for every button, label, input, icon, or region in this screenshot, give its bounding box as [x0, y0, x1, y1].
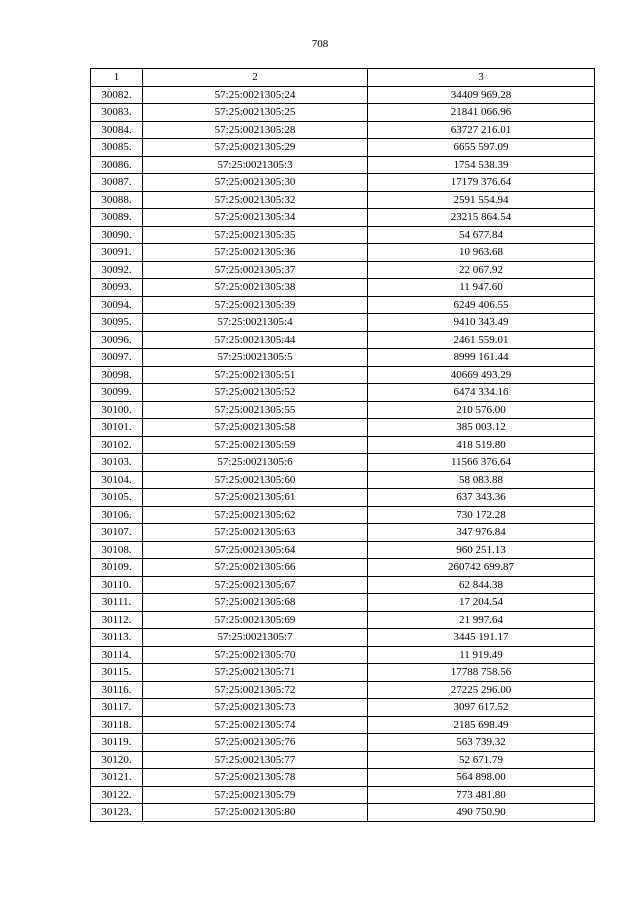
value-cell: 730 172.28 [368, 506, 595, 524]
cadastral-number-cell: 57:25:0021305:63 [143, 524, 368, 542]
row-number-cell: 30082. [91, 86, 143, 104]
value-cell: 385 003.12 [368, 419, 595, 437]
value-cell: 17179 376.64 [368, 174, 595, 192]
cadastral-number-cell: 57:25:0021305:78 [143, 769, 368, 787]
row-number-cell: 30123. [91, 804, 143, 822]
table-row [91, 471, 595, 489]
row-number-cell: 30089. [91, 209, 143, 227]
row-number-cell: 30096. [91, 331, 143, 349]
table-row [91, 559, 595, 577]
cadastral-number-cell: 57:25:0021305:30 [143, 174, 368, 192]
registry-table [90, 68, 595, 822]
row-number-cell: 30113. [91, 629, 143, 647]
row-number-cell: 30097. [91, 349, 143, 367]
row-number-cell: 30091. [91, 244, 143, 262]
value-cell: 2461 559.01 [368, 331, 595, 349]
table-row [91, 751, 595, 769]
row-number-cell: 30086. [91, 156, 143, 174]
row-number-cell: 30099. [91, 384, 143, 402]
value-cell: 6249 406.55 [368, 296, 595, 314]
cadastral-number-cell: 57:25:0021305:28 [143, 121, 368, 139]
cadastral-number-cell: 57:25:0021305:36 [143, 244, 368, 262]
row-number-cell: 30122. [91, 786, 143, 804]
table-row [91, 401, 595, 419]
cadastral-number-cell: 57:25:0021305:24 [143, 86, 368, 104]
value-cell: 34409 969.28 [368, 86, 595, 104]
cadastral-number-cell: 57:25:0021305:4 [143, 314, 368, 332]
value-cell: 21 997.64 [368, 611, 595, 629]
table-row [91, 786, 595, 804]
value-cell: 3097 617.52 [368, 699, 595, 717]
cadastral-number-cell: 57:25:0021305:38 [143, 279, 368, 297]
table-row [91, 384, 595, 402]
row-number-cell: 30115. [91, 664, 143, 682]
table-row [91, 139, 595, 157]
row-number-cell: 30092. [91, 261, 143, 279]
row-number-cell: 30114. [91, 646, 143, 664]
row-number-cell: 30098. [91, 366, 143, 384]
row-number-cell: 30095. [91, 314, 143, 332]
value-cell: 21841 066.96 [368, 104, 595, 122]
table-row [91, 156, 595, 174]
value-cell: 6474 334.16 [368, 384, 595, 402]
cadastral-number-cell: 57:25:0021305:7 [143, 629, 368, 647]
row-number-cell: 30120. [91, 751, 143, 769]
cadastral-number-cell: 57:25:0021305:71 [143, 664, 368, 682]
value-cell: 11566 376.64 [368, 454, 595, 472]
row-number-cell: 30112. [91, 611, 143, 629]
cadastral-number-cell: 57:25:0021305:29 [143, 139, 368, 157]
table-row [91, 121, 595, 139]
value-cell: 347 976.84 [368, 524, 595, 542]
cadastral-number-cell: 57:25:0021305:62 [143, 506, 368, 524]
table-row [91, 594, 595, 612]
value-cell: 9410 343.49 [368, 314, 595, 332]
table-row [91, 664, 595, 682]
value-cell: 17 204.54 [368, 594, 595, 612]
value-cell: 54 677.84 [368, 226, 595, 244]
table-row [91, 261, 595, 279]
value-cell: 1754 538.39 [368, 156, 595, 174]
table-row [91, 489, 595, 507]
table-row [91, 454, 595, 472]
table-row [91, 769, 595, 787]
cadastral-number-cell: 57:25:0021305:44 [143, 331, 368, 349]
row-number-cell: 30104. [91, 471, 143, 489]
cadastral-number-cell: 57:25:0021305:66 [143, 559, 368, 577]
value-cell: 63727 216.01 [368, 121, 595, 139]
cadastral-number-cell: 57:25:0021305:58 [143, 419, 368, 437]
table-row [91, 226, 595, 244]
cadastral-number-cell: 57:25:0021305:25 [143, 104, 368, 122]
row-number-cell: 30103. [91, 454, 143, 472]
table-row [91, 524, 595, 542]
row-number-cell: 30101. [91, 419, 143, 437]
value-cell: 22 067.92 [368, 261, 595, 279]
value-cell: 27225 296.00 [368, 681, 595, 699]
value-cell: 52 671.79 [368, 751, 595, 769]
cadastral-number-cell: 57:25:0021305:80 [143, 804, 368, 822]
value-cell: 260742 699.87 [368, 559, 595, 577]
cadastral-number-cell: 57:25:0021305:68 [143, 594, 368, 612]
value-cell: 773 481.80 [368, 786, 595, 804]
cadastral-number-cell: 57:25:0021305:69 [143, 611, 368, 629]
cadastral-number-cell: 57:25:0021305:76 [143, 734, 368, 752]
row-number-cell: 30094. [91, 296, 143, 314]
column-header-2: 2 [143, 69, 368, 87]
value-cell: 490 750.90 [368, 804, 595, 822]
cadastral-number-cell: 57:25:0021305:34 [143, 209, 368, 227]
value-cell: 563 739.32 [368, 734, 595, 752]
value-cell: 58 083.88 [368, 471, 595, 489]
row-number-cell: 30116. [91, 681, 143, 699]
cadastral-number-cell: 57:25:0021305:59 [143, 436, 368, 454]
value-cell: 960 251.13 [368, 541, 595, 559]
row-number-cell: 30090. [91, 226, 143, 244]
cadastral-number-cell: 57:25:0021305:61 [143, 489, 368, 507]
table-row [91, 541, 595, 559]
value-cell: 17788 758.56 [368, 664, 595, 682]
cadastral-number-cell: 57:25:0021305:55 [143, 401, 368, 419]
row-number-cell: 30121. [91, 769, 143, 787]
row-number-cell: 30117. [91, 699, 143, 717]
value-cell: 418 519.80 [368, 436, 595, 454]
cadastral-number-cell: 57:25:0021305:39 [143, 296, 368, 314]
row-number-cell: 30111. [91, 594, 143, 612]
cadastral-number-cell: 57:25:0021305:5 [143, 349, 368, 367]
row-number-cell: 30085. [91, 139, 143, 157]
cadastral-number-cell: 57:25:0021305:35 [143, 226, 368, 244]
value-cell: 2185 698.49 [368, 716, 595, 734]
cadastral-number-cell: 57:25:0021305:70 [143, 646, 368, 664]
cadastral-number-cell: 57:25:0021305:72 [143, 681, 368, 699]
value-cell: 2591 554.94 [368, 191, 595, 209]
row-number-cell: 30100. [91, 401, 143, 419]
value-cell: 11 919.49 [368, 646, 595, 664]
table-row [91, 244, 595, 262]
table-row [91, 611, 595, 629]
row-number-cell: 30084. [91, 121, 143, 139]
row-number-cell: 30102. [91, 436, 143, 454]
row-number-cell: 30106. [91, 506, 143, 524]
table-row [91, 296, 595, 314]
row-number-cell: 30105. [91, 489, 143, 507]
table-row [91, 576, 595, 594]
table-row [91, 349, 595, 367]
value-cell: 564 898.00 [368, 769, 595, 787]
table-row [91, 191, 595, 209]
row-number-cell: 30110. [91, 576, 143, 594]
value-cell: 637 343.36 [368, 489, 595, 507]
value-cell: 40669 493.29 [368, 366, 595, 384]
table-row [91, 646, 595, 664]
table-row [91, 419, 595, 437]
row-number-cell: 30109. [91, 559, 143, 577]
row-number-cell: 30118. [91, 716, 143, 734]
row-number-cell: 30083. [91, 104, 143, 122]
cadastral-number-cell: 57:25:0021305:37 [143, 261, 368, 279]
table-row [91, 279, 595, 297]
table-body [91, 86, 595, 821]
cadastral-number-cell: 57:25:0021305:67 [143, 576, 368, 594]
table-row [91, 174, 595, 192]
table-row [91, 209, 595, 227]
row-number-cell: 30093. [91, 279, 143, 297]
row-number-cell: 30119. [91, 734, 143, 752]
value-cell: 10 963.68 [368, 244, 595, 262]
table-row [91, 716, 595, 734]
row-number-cell: 30107. [91, 524, 143, 542]
column-header-1: 1 [91, 69, 143, 87]
value-cell: 11 947.60 [368, 279, 595, 297]
table-row [91, 331, 595, 349]
value-cell: 3445 191.17 [368, 629, 595, 647]
cadastral-number-cell: 57:25:0021305:74 [143, 716, 368, 734]
cadastral-number-cell: 57:25:0021305:32 [143, 191, 368, 209]
value-cell: 62 844.38 [368, 576, 595, 594]
value-cell: 23215 864.54 [368, 209, 595, 227]
table-row [91, 506, 595, 524]
table-row [91, 629, 595, 647]
cadastral-number-cell: 57:25:0021305:52 [143, 384, 368, 402]
cadastral-number-cell: 57:25:0021305:51 [143, 366, 368, 384]
table-row [91, 804, 595, 822]
row-number-cell: 30088. [91, 191, 143, 209]
cadastral-number-cell: 57:25:0021305:6 [143, 454, 368, 472]
cadastral-number-cell: 57:25:0021305:79 [143, 786, 368, 804]
value-cell: 8999 161.44 [368, 349, 595, 367]
cadastral-number-cell: 57:25:0021305:77 [143, 751, 368, 769]
row-number-cell: 30108. [91, 541, 143, 559]
value-cell: 6655 597.09 [368, 139, 595, 157]
table-row [91, 734, 595, 752]
cadastral-number-cell: 57:25:0021305:3 [143, 156, 368, 174]
cadastral-number-cell: 57:25:0021305:73 [143, 699, 368, 717]
row-number-cell: 30087. [91, 174, 143, 192]
cadastral-number-cell: 57:25:0021305:64 [143, 541, 368, 559]
page-number: 708 [311, 38, 329, 50]
table-row [91, 104, 595, 122]
table-row [91, 699, 595, 717]
cadastral-number-cell: 57:25:0021305:60 [143, 471, 368, 489]
table-row [91, 436, 595, 454]
table-row [91, 681, 595, 699]
value-cell: 210 576.00 [368, 401, 595, 419]
table-row [91, 314, 595, 332]
table-row [91, 86, 595, 104]
column-header-3: 3 [368, 69, 595, 87]
table-header-row [91, 69, 595, 87]
table-row [91, 366, 595, 384]
